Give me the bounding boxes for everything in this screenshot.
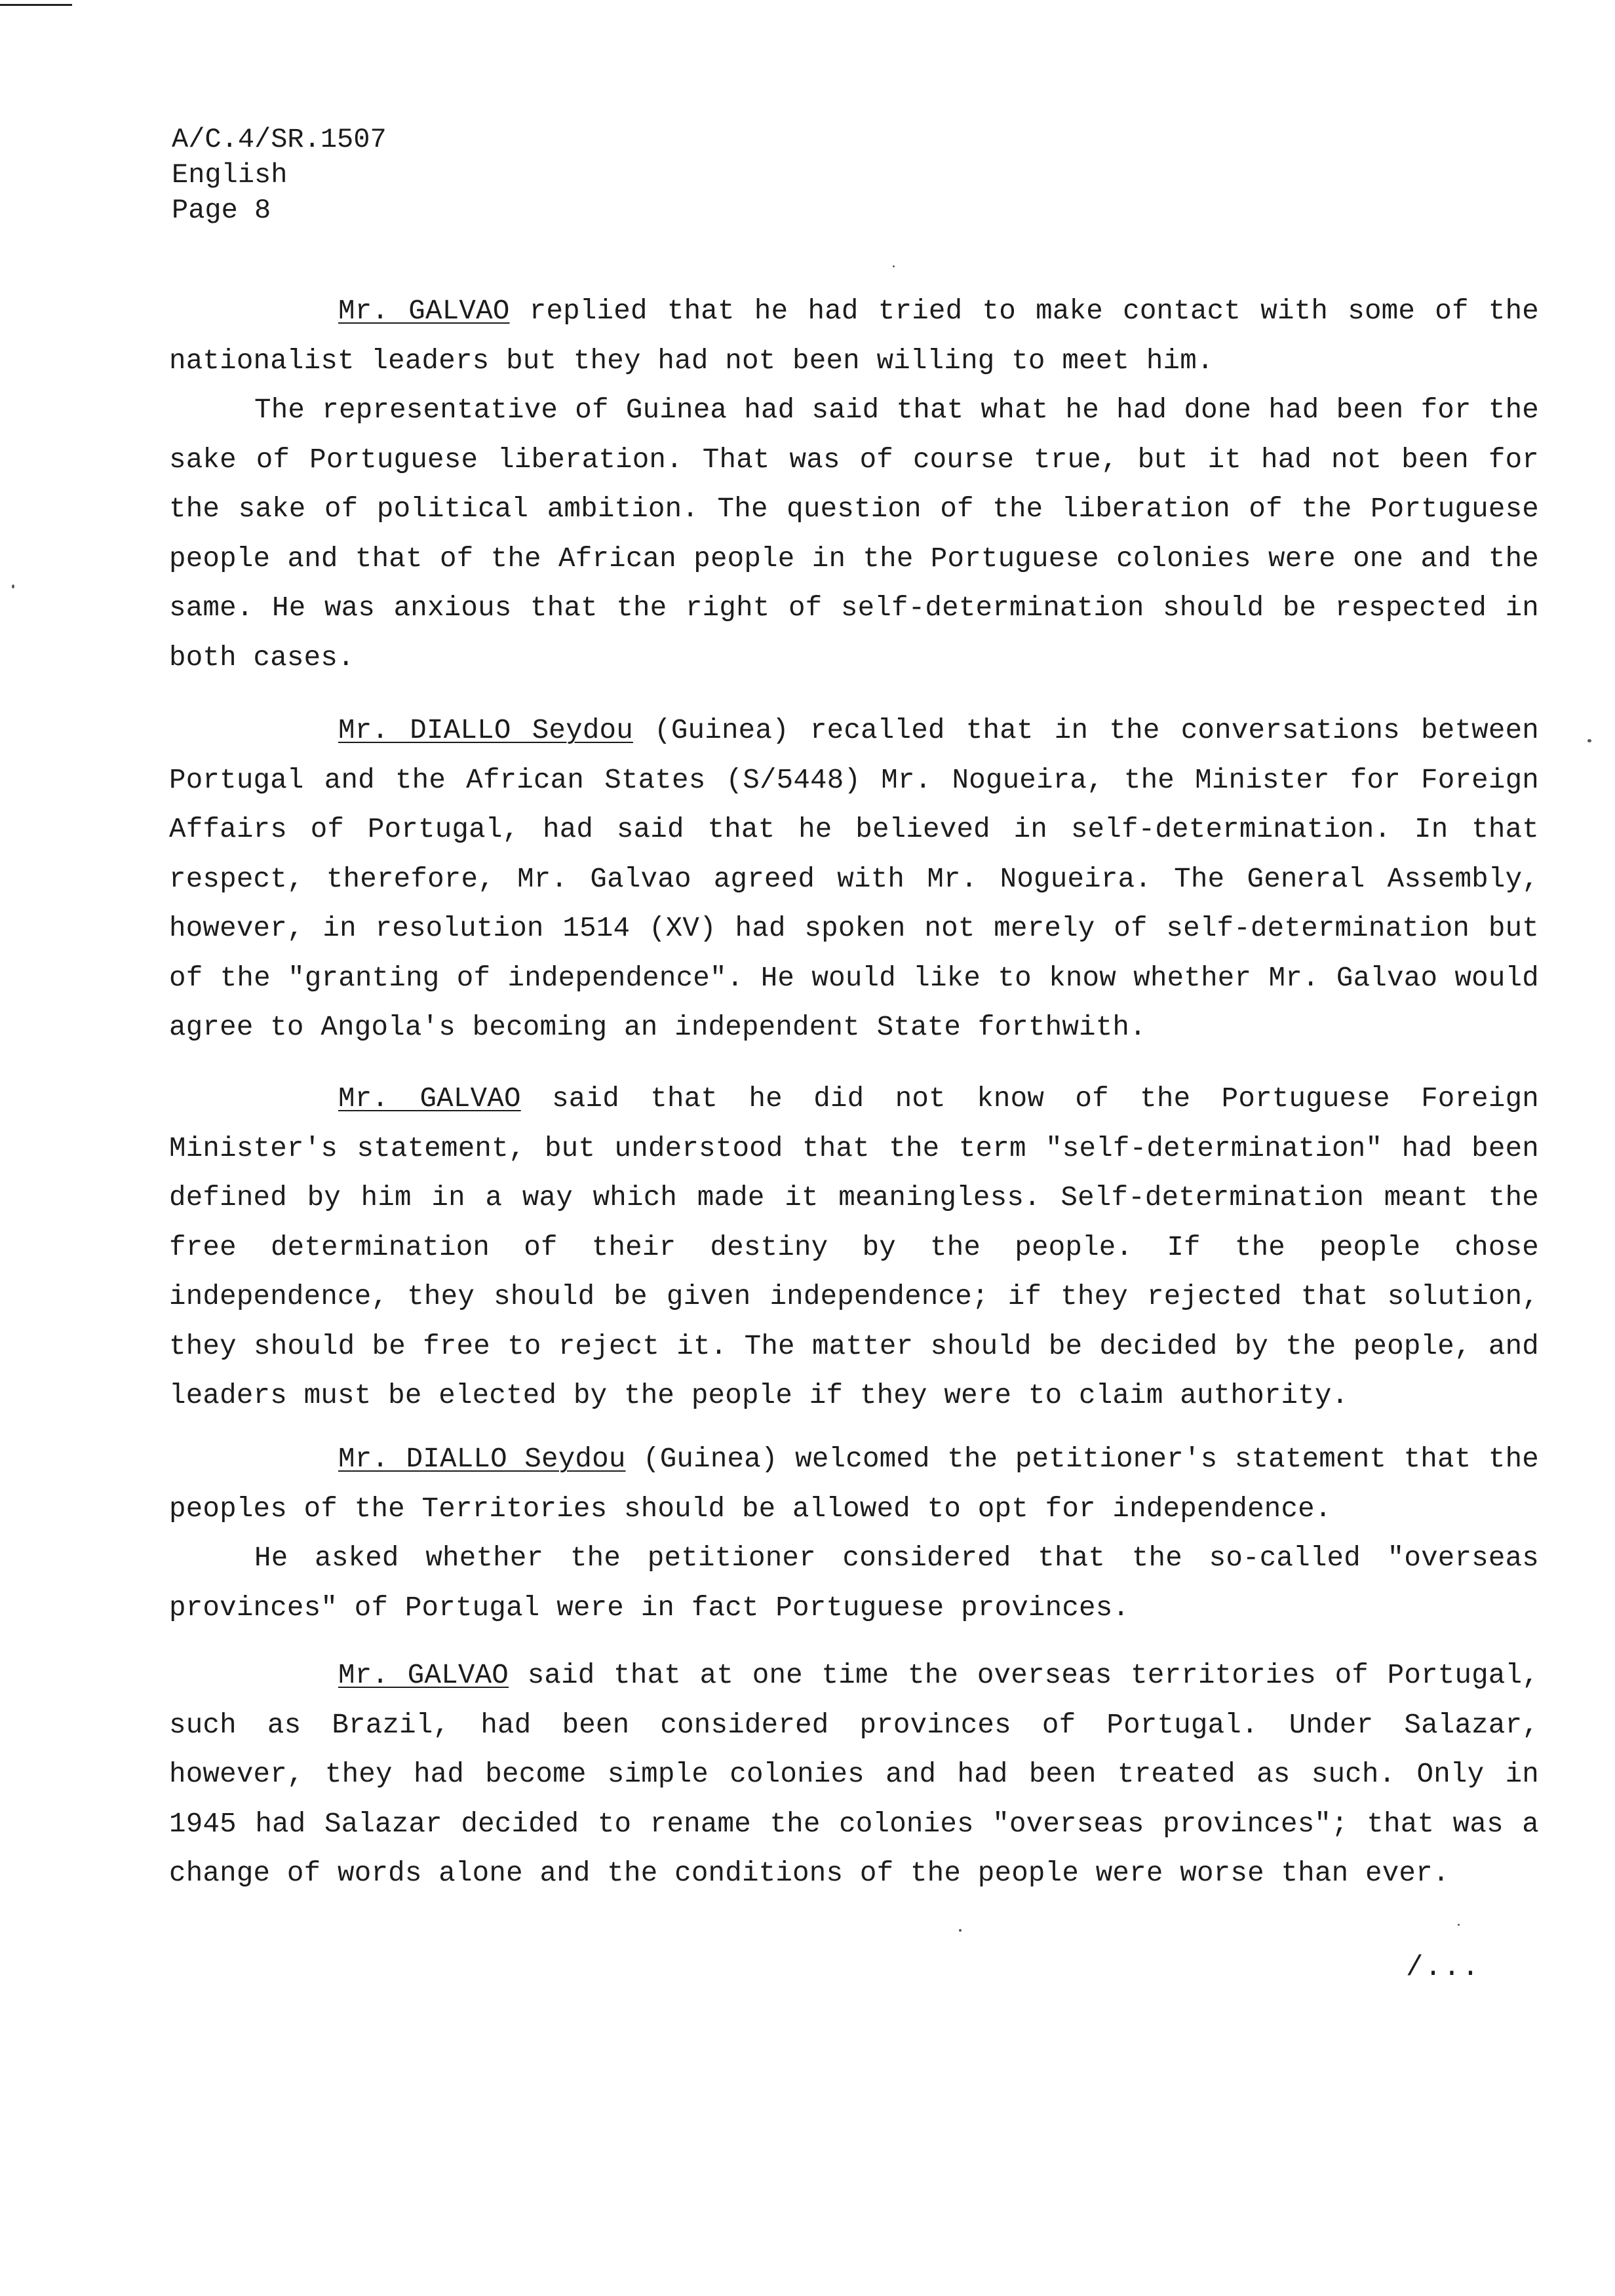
statement-text: (Guinea) welcomed the petitioner's statement that the peoples of the Territories should be allowed to opt for independence. (169, 1444, 1539, 1525)
speaker-name: Mr. GALVAO (338, 1083, 521, 1115)
document-header (172, 122, 387, 228)
speaker-paragraph (169, 287, 1539, 386)
scan-speck (1458, 1924, 1460, 1926)
statement-section (169, 706, 1539, 1053)
statement-text: replied that he had tried to make contact with some of the nationalist leaders but they had not been willing to meet him. (169, 296, 1540, 377)
speaker-name: Mr. DIALLO Seydou (338, 715, 633, 746)
document-language: English (172, 159, 288, 191)
continuation-mark: /... (1406, 1951, 1481, 1984)
statement-text: said that at one time the overseas territories of Portugal, such as Brazil, had been considered provinces of Portugal. Under Salazar, however, they had become simple colonies and had been treated as such. Only in 1945 had Salazar decided to rename the colonies "overseas provinces"; that was a change of words alone and the conditions of the people were worse than ever. (169, 1660, 1539, 1889)
scan-speck (12, 584, 14, 588)
statement-section (169, 1075, 1539, 1421)
statement-text: He asked whether the petitioner considered that the so-called "overseas provinces" of Portugal were in fact Portuguese provinces. (169, 1542, 1539, 1624)
speaker-paragraph (169, 1075, 1539, 1421)
speaker-paragraph (169, 706, 1539, 1053)
statement-text: (Guinea) recalled that in the conversations between Portugal and the African States (S/5448) Mr. Nogueira, the Minister for Foreign Affairs of Portugal, had said that he believed in self-determination. In that respect, therefore, Mr. Galvao agreed with Mr. Nogueira. The General Assembly, however, in resolution 1514 (XV) had spoken not merely of self-determination but of the "granting of independence". He would like to know whether Mr. Galvao would agree to Angola's becoming an independent State forthwith. (169, 715, 1539, 1043)
document-symbol: A/C.4/SR.1507 (172, 124, 387, 155)
statement-section (169, 1651, 1539, 1899)
speaker-paragraph (169, 1435, 1539, 1534)
continuation-paragraph (169, 386, 1539, 683)
statement-text: said that he did not know of the Portuguese Foreign Minister's statement, but understood that the term "self-determination" had been defined by him in a way which made it meaningless. Self-determination meant the free determination of their destiny by the people. If the people chose independence, they should be given independence; if they rejected that solution, they should be free to reject it. The matter should be decided by the people, and leaders must be elected by the people if they were to claim authority. (169, 1083, 1539, 1411)
statement-text: The representative of Guinea had said that what he had done had been for the sake of Portuguese liberation. That was of course true, but it had not been for the sake of political ambition. The question of the liberation of the Portuguese people and that of the African people in the Portuguese colonies were one and the same. He was anxious that the right of self-determination should be respected in both cases. (169, 394, 1539, 674)
speaker-paragraph (169, 1651, 1539, 1899)
scan-speck (893, 265, 895, 267)
speaker-name: Mr. GALVAO (338, 296, 510, 327)
statement-section (169, 1435, 1539, 1633)
speaker-name: Mr. GALVAO (338, 1660, 509, 1691)
statement-section (169, 287, 1539, 683)
scan-edge-mark (0, 4, 72, 6)
scan-speck (959, 1929, 962, 1932)
speaker-name: Mr. DIALLO Seydou (338, 1444, 626, 1475)
continuation-paragraph (169, 1534, 1539, 1633)
scan-speck (1587, 739, 1591, 742)
page-number: Page 8 (172, 195, 271, 226)
